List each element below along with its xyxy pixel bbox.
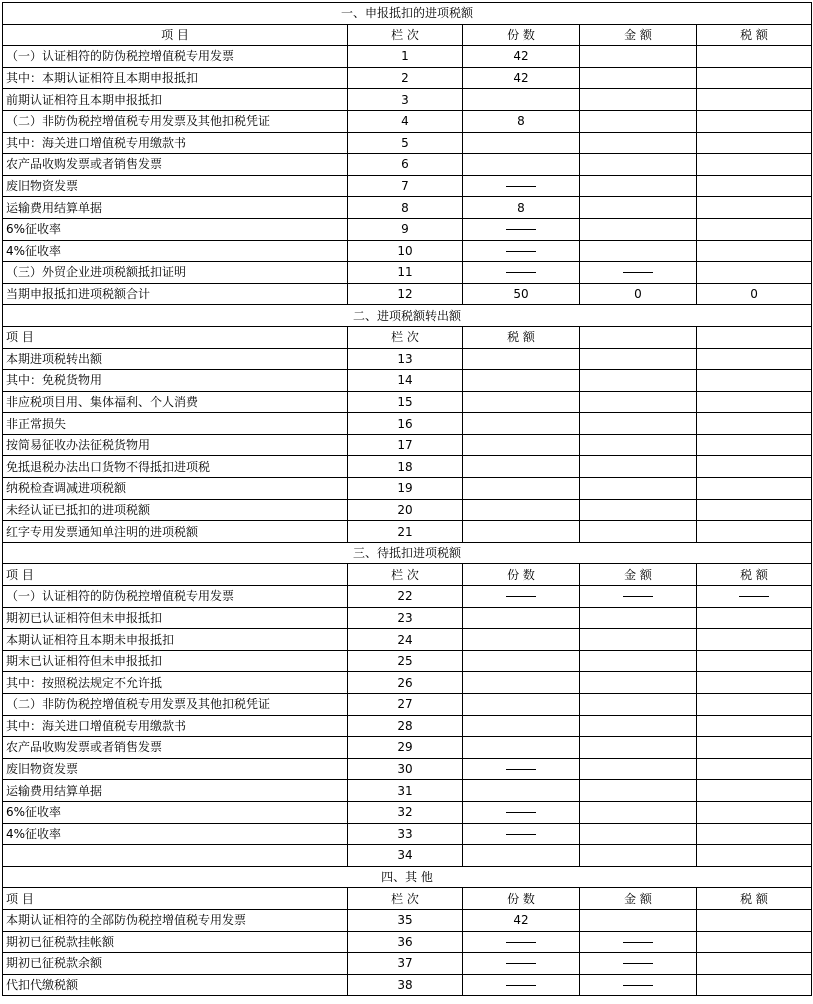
row-line: 21 — [348, 521, 463, 543]
row-count — [463, 240, 580, 262]
not-applicable-dash — [506, 812, 536, 813]
row-count — [463, 586, 580, 608]
row-label: （二）非防伪税控增值税专用发票及其他扣税凭证 — [3, 110, 348, 132]
not-applicable-dash — [506, 251, 536, 252]
header-count: 份 数 — [463, 888, 580, 910]
row-label: 非应税项目用、集体福利、个人消费 — [3, 391, 348, 413]
row-line: 9 — [348, 218, 463, 240]
row-line: 23 — [348, 607, 463, 629]
table-row — [3, 391, 812, 413]
table-row — [3, 89, 812, 111]
row-amount — [580, 154, 697, 176]
row-amount — [580, 974, 697, 996]
row-label: 其中：海关进口增值税专用缴款书 — [3, 132, 348, 154]
header-amount: 金 额 — [580, 24, 697, 46]
table-row — [3, 801, 812, 823]
row-line: 19 — [348, 478, 463, 500]
table-row — [3, 953, 812, 975]
row-label: 前期认证相符且本期申报抵扣 — [3, 89, 348, 111]
row-tax — [697, 262, 812, 284]
row-amount — [580, 586, 697, 608]
not-applicable-dash — [506, 963, 536, 964]
row-label: 4%征收率 — [3, 240, 348, 262]
table-row — [3, 218, 812, 240]
table-row — [3, 974, 812, 996]
not-applicable-dash — [506, 229, 536, 230]
row-label: （一）认证相符的防伪税控增值税专用发票 — [3, 46, 348, 68]
table-row — [3, 694, 812, 716]
row-label: 本期认证相符且本期未申报抵扣 — [3, 629, 348, 651]
row-label: 期末已认证相符但未申报抵扣 — [3, 650, 348, 672]
table-row — [3, 737, 812, 759]
row-label: 纳税检查调减进项税额 — [3, 478, 348, 500]
header-line: 栏 次 — [348, 24, 463, 46]
row-amount: 0 — [580, 283, 697, 305]
row-line: 8 — [348, 197, 463, 219]
row-label: 非正常损失 — [3, 413, 348, 435]
not-applicable-dash — [506, 272, 536, 273]
row-line: 13 — [348, 348, 463, 370]
table-row — [3, 132, 812, 154]
row-tax — [463, 478, 580, 500]
row-label: 当期申报抵扣进项税额合计 — [3, 283, 348, 305]
row-label: 4%征收率 — [3, 823, 348, 845]
row-amount — [580, 89, 697, 111]
table-row — [3, 240, 812, 262]
row-tax — [697, 218, 812, 240]
header-tax: 税 额 — [697, 888, 812, 910]
row-amount — [580, 67, 697, 89]
row-line: 36 — [348, 931, 463, 953]
header-amount: 金 额 — [580, 564, 697, 586]
table-row — [3, 478, 812, 500]
row-tax — [463, 370, 580, 392]
table-row — [3, 629, 812, 651]
row-label: 废旧物资发票 — [3, 758, 348, 780]
row-tax — [697, 586, 812, 608]
column-header-row — [3, 326, 812, 348]
row-count — [463, 801, 580, 823]
row-label: 按简易征收办法征税货物用 — [3, 434, 348, 456]
row-count — [463, 931, 580, 953]
row-line: 10 — [348, 240, 463, 262]
table-row — [3, 110, 812, 132]
row-amount — [580, 931, 697, 953]
table-row — [3, 262, 812, 284]
row-line: 20 — [348, 499, 463, 521]
row-count — [463, 953, 580, 975]
row-line: 5 — [348, 132, 463, 154]
table-row — [3, 607, 812, 629]
header-item: 项 目 — [3, 326, 348, 348]
row-label: 其中：按照税法规定不允许抵 — [3, 672, 348, 694]
table-row — [3, 67, 812, 89]
row-line: 33 — [348, 823, 463, 845]
header-item: 项 目 — [3, 24, 348, 46]
row-count — [463, 218, 580, 240]
row-tax — [463, 413, 580, 435]
not-applicable-dash — [506, 942, 536, 943]
table-row — [3, 909, 812, 931]
row-label: 期初已认证相符但未申报抵扣 — [3, 607, 348, 629]
header-tax: 税 额 — [697, 24, 812, 46]
column-header-row — [3, 564, 812, 586]
row-line: 26 — [348, 672, 463, 694]
column-header-row — [3, 24, 812, 46]
table-row — [3, 780, 812, 802]
table-row — [3, 586, 812, 608]
row-amount — [580, 218, 697, 240]
row-label: 运输费用结算单据 — [3, 197, 348, 219]
not-applicable-dash — [623, 985, 653, 986]
section-title: 四、其 他 — [3, 866, 812, 888]
not-applicable-dash — [506, 985, 536, 986]
row-line: 4 — [348, 110, 463, 132]
row-label: 本期进项税转出额 — [3, 348, 348, 370]
row-tax — [697, 89, 812, 111]
header-line: 栏 次 — [348, 888, 463, 910]
row-line: 2 — [348, 67, 463, 89]
row-line: 18 — [348, 456, 463, 478]
row-tax — [697, 240, 812, 262]
not-applicable-dash — [623, 963, 653, 964]
not-applicable-dash — [506, 834, 536, 835]
row-line: 16 — [348, 413, 463, 435]
row-tax — [697, 154, 812, 176]
row-line: 3 — [348, 89, 463, 111]
row-line: 14 — [348, 370, 463, 392]
row-amount — [580, 197, 697, 219]
row-line: 35 — [348, 909, 463, 931]
section-title-row — [3, 305, 812, 327]
table-row — [3, 456, 812, 478]
table-row — [3, 715, 812, 737]
row-label: （三）外贸企业进项税额抵扣证明 — [3, 262, 348, 284]
not-applicable-dash — [506, 186, 536, 187]
row-label: 其中：免税货物用 — [3, 370, 348, 392]
row-line: 32 — [348, 801, 463, 823]
row-line: 30 — [348, 758, 463, 780]
row-amount — [580, 110, 697, 132]
row-count — [463, 175, 580, 197]
not-applicable-dash — [623, 942, 653, 943]
row-line: 29 — [348, 737, 463, 759]
table-row — [3, 154, 812, 176]
row-label: 代扣代缴税额 — [3, 974, 348, 996]
table-row — [3, 197, 812, 219]
row-label: 红字专用发票通知单注明的进项税额 — [3, 521, 348, 543]
row-line: 28 — [348, 715, 463, 737]
header-item: 项 目 — [3, 564, 348, 586]
not-applicable-dash — [623, 596, 653, 597]
row-label: 期初已征税款挂帐额 — [3, 931, 348, 953]
table-row — [3, 499, 812, 521]
table-row — [3, 672, 812, 694]
row-tax — [463, 499, 580, 521]
row-tax — [463, 391, 580, 413]
not-applicable-dash — [623, 272, 653, 273]
row-tax — [697, 175, 812, 197]
row-count — [463, 89, 580, 111]
row-label: （二）非防伪税控增值税专用发票及其他扣税凭证 — [3, 694, 348, 716]
row-label: 期初已征税款余额 — [3, 953, 348, 975]
table-row — [3, 823, 812, 845]
row-line: 31 — [348, 780, 463, 802]
row-line: 6 — [348, 154, 463, 176]
table-row — [3, 370, 812, 392]
row-tax — [697, 67, 812, 89]
row-label: （一）认证相符的防伪税控增值税专用发票 — [3, 586, 348, 608]
table-row — [3, 348, 812, 370]
row-label: 6%征收率 — [3, 218, 348, 240]
header-amount: 金 额 — [580, 888, 697, 910]
row-count: 50 — [463, 283, 580, 305]
row-line: 12 — [348, 283, 463, 305]
row-line: 37 — [348, 953, 463, 975]
row-tax — [697, 132, 812, 154]
row-line: 22 — [348, 586, 463, 608]
row-amount — [580, 175, 697, 197]
row-tax: 0 — [697, 283, 812, 305]
not-applicable-dash — [506, 769, 536, 770]
row-count — [463, 823, 580, 845]
row-line: 25 — [348, 650, 463, 672]
section-title: 一、申报抵扣的进项税额 — [3, 3, 812, 25]
header-tax: 税 额 — [463, 326, 580, 348]
row-count: 42 — [463, 46, 580, 68]
row-line: 27 — [348, 694, 463, 716]
row-label: 未经认证已抵扣的进项税额 — [3, 499, 348, 521]
table-row — [3, 931, 812, 953]
table-row — [3, 650, 812, 672]
row-amount — [580, 46, 697, 68]
row-label: 农产品收购发票或者销售发票 — [3, 737, 348, 759]
row-tax — [463, 521, 580, 543]
row-line: 17 — [348, 434, 463, 456]
row-count: 8 — [463, 197, 580, 219]
row-tax — [697, 110, 812, 132]
header-count: 份 数 — [463, 564, 580, 586]
section-title: 二、进项税额转出额 — [3, 305, 812, 327]
section-title-row — [3, 3, 812, 25]
row-amount — [580, 953, 697, 975]
deduction-detail-table — [2, 2, 812, 996]
row-line: 24 — [348, 629, 463, 651]
row-tax — [697, 197, 812, 219]
row-count — [463, 132, 580, 154]
row-label: 其中：本期认证相符且本期申报抵扣 — [3, 67, 348, 89]
row-count — [463, 974, 580, 996]
row-tax — [697, 46, 812, 68]
row-label: 废旧物资发票 — [3, 175, 348, 197]
table-row — [3, 283, 812, 305]
column-header-row — [3, 888, 812, 910]
section-title-row — [3, 542, 812, 564]
row-amount — [580, 262, 697, 284]
header-line: 栏 次 — [348, 326, 463, 348]
table-row — [3, 175, 812, 197]
table-row — [3, 845, 812, 867]
not-applicable-dash — [506, 596, 536, 597]
row-count: 42 — [463, 909, 580, 931]
row-amount — [580, 132, 697, 154]
row-tax — [463, 434, 580, 456]
row-line: 15 — [348, 391, 463, 413]
row-count — [463, 758, 580, 780]
row-count: 42 — [463, 67, 580, 89]
table-row — [3, 758, 812, 780]
row-tax — [463, 456, 580, 478]
table-row — [3, 413, 812, 435]
row-tax — [463, 348, 580, 370]
row-label: 农产品收购发票或者销售发票 — [3, 154, 348, 176]
table-row — [3, 434, 812, 456]
table-row — [3, 46, 812, 68]
header-tax: 税 额 — [697, 564, 812, 586]
row-line: 11 — [348, 262, 463, 284]
not-applicable-dash — [739, 596, 769, 597]
row-label: 运输费用结算单据 — [3, 780, 348, 802]
row-label: 免抵退税办法出口货物不得抵扣进项税 — [3, 456, 348, 478]
row-line: 38 — [348, 974, 463, 996]
section-title-row — [3, 866, 812, 888]
row-amount — [580, 240, 697, 262]
table-row — [3, 521, 812, 543]
row-count — [463, 154, 580, 176]
row-count: 8 — [463, 110, 580, 132]
row-count — [463, 262, 580, 284]
row-line: 34 — [348, 845, 463, 867]
header-line: 栏 次 — [348, 564, 463, 586]
row-label: 6%征收率 — [3, 801, 348, 823]
row-label: 本期认证相符的全部防伪税控增值税专用发票 — [3, 909, 348, 931]
row-label: 其中：海关进口增值税专用缴款书 — [3, 715, 348, 737]
header-count: 份 数 — [463, 24, 580, 46]
header-item: 项 目 — [3, 888, 348, 910]
row-line: 1 — [348, 46, 463, 68]
row-label — [3, 845, 348, 867]
row-line: 7 — [348, 175, 463, 197]
section-title: 三、待抵扣进项税额 — [3, 542, 812, 564]
